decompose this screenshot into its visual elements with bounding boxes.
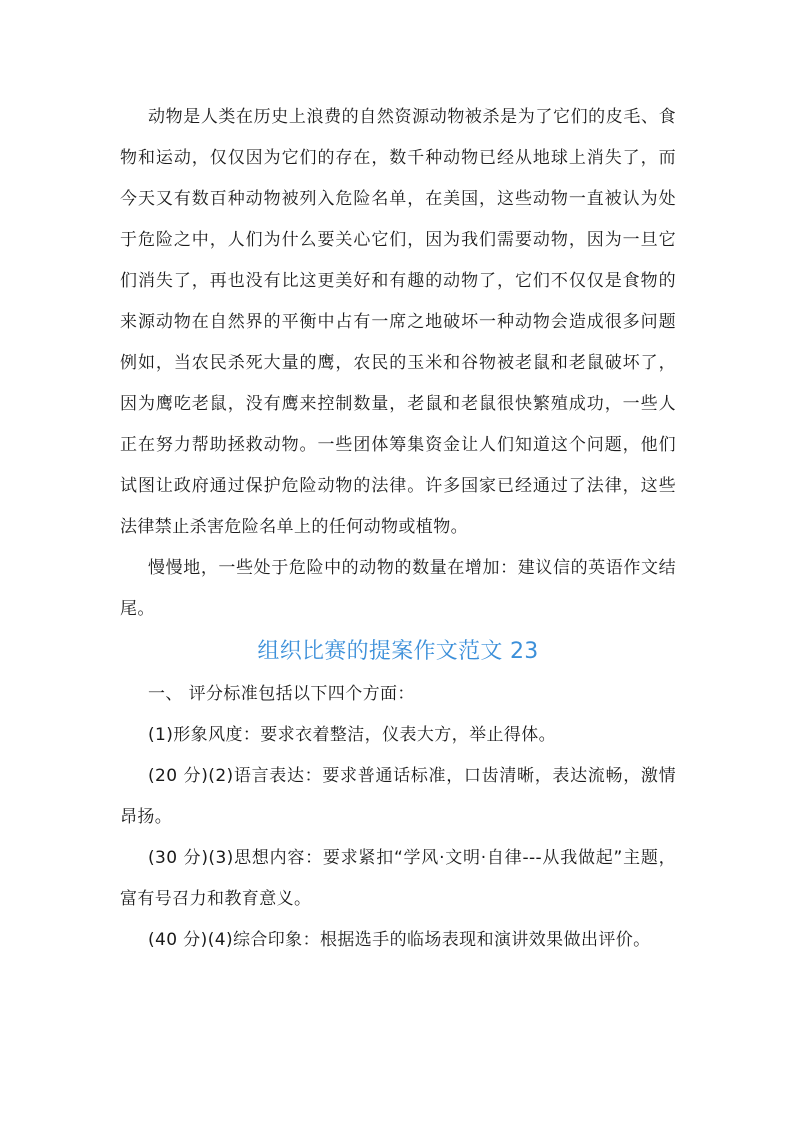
criteria-item-language: (20 分)(2)语言表达：要求普通话标准，口齿清晰，表达流畅，激情昂扬。 bbox=[120, 766, 676, 827]
criteria-item-appearance: (1)形象风度：要求衣着整洁，仪表大方，举止得体。 bbox=[148, 725, 557, 745]
criteria-intro: 一、 评分标准包括以下四个方面： bbox=[148, 684, 415, 704]
criteria-item-content: (30 分)(3)思想内容：要求紧扣“学风·文明·自律---从我做起”主题，富有号召力和教育意义。 bbox=[120, 848, 676, 909]
document-body bbox=[120, 97, 676, 961]
paragraph-animals: 动物是人类在历史上浪费的自然资源动物被杀是为了它们的皮毛、食物和运动，仅仅因为它们的存在，数千种动物已经从地球上消失了，而今天又有数百种动物被列入危险名单，在美国，这些动物一直被认为处于危险之中，人们为什么要关心它们，因为我们需要动物，因为一旦它们消失了，再也没有比这更美好和有趣的动物了，它们不仅仅是食物的来源动物在自然界的平衡中占有一席之地破坏一种动物会造成很多问题例如，当农民杀死大量的鹰，农民的玉米和谷物被老鼠和老鼠破坏了，因为鹰吃老鼠，没有鹰来控制数量，老鼠和老鼠很快繁殖成功，一些人正在努力帮助拯救动物。一些团体筹集资金让人们知道这个问题，他们试图让政府通过保护危险动物的法律。许多国家已经通过了法律，这些法律禁止杀害危险名单上的任何动物或植物。 bbox=[120, 107, 676, 537]
section-title: 组织比赛的提案作文范文 23 bbox=[257, 639, 539, 664]
criteria-item-overall: (40 分)(4)综合印象：根据选手的临场表现和演讲效果做出评价。 bbox=[148, 930, 651, 950]
paragraph-conclusion: 慢慢地，一些处于危险中的动物的数量在增加：建议信的英语作文结尾。 bbox=[120, 558, 676, 619]
